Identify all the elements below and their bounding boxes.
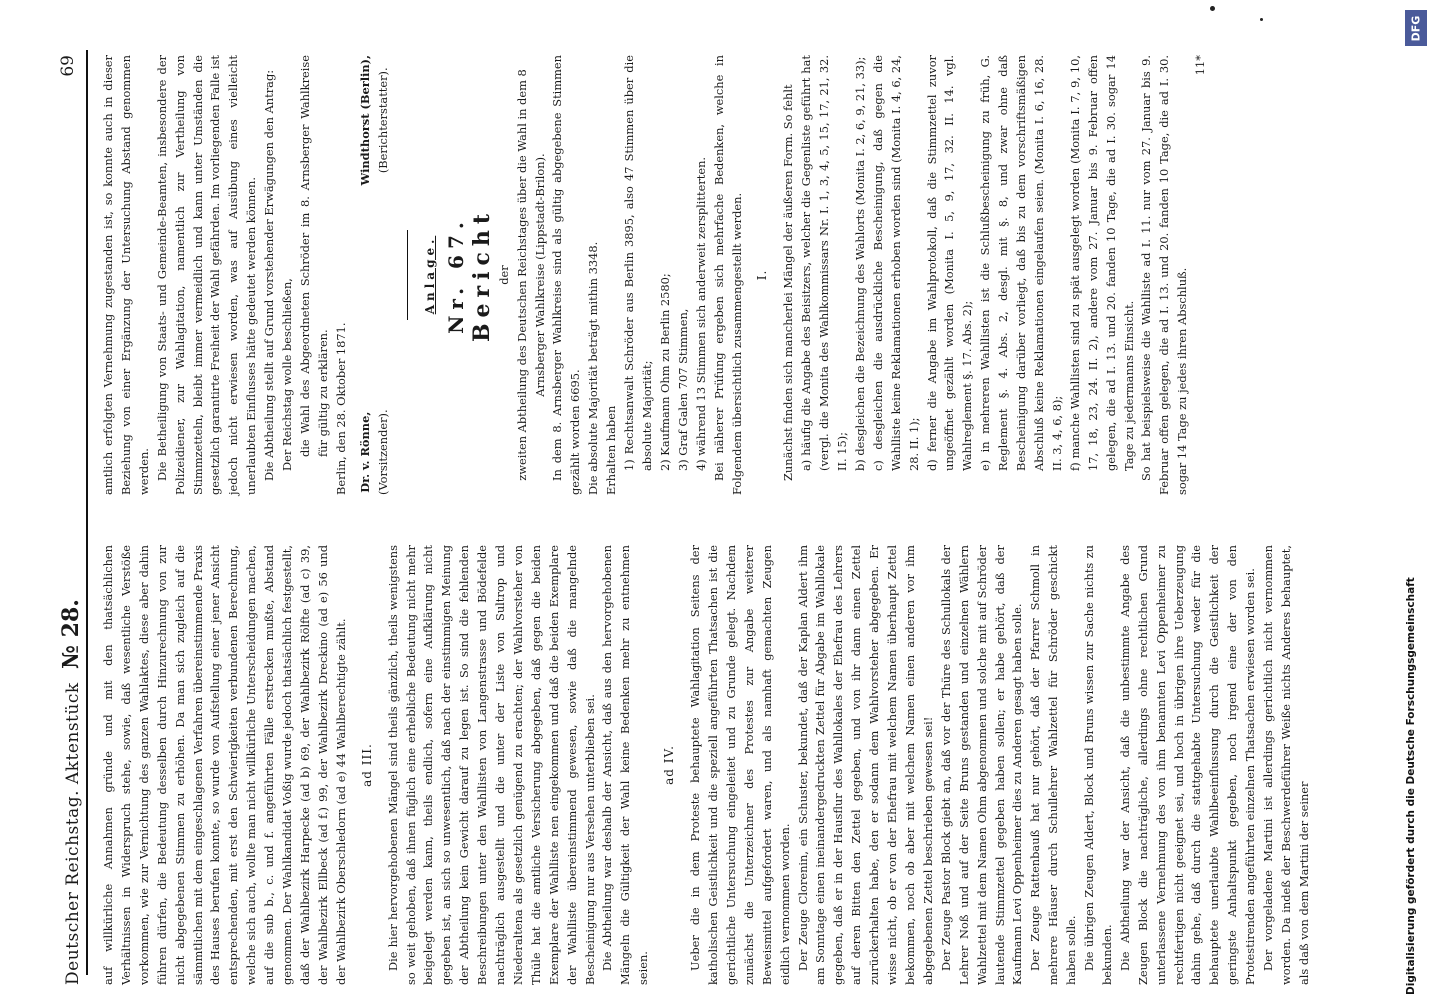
signatory (357, 409, 393, 495)
dfg-logo (1405, 10, 1427, 46)
paragraph: Bei näherer Prüfung ergeben sich mehrfache Bedenken, welche in Folgendem übersichtlich zusammengestellt werden. (711, 55, 744, 495)
column-left (100, 545, 1314, 985)
section-heading: ad IV. (662, 745, 677, 785)
signatory (357, 55, 393, 186)
signature-mark: 11* (1193, 55, 1208, 76)
section-rule (407, 230, 409, 320)
list-item: 4) während 13 Stimmen sich anderweit zersplitterten. (693, 156, 708, 471)
page-header (58, 55, 84, 985)
header-rule (86, 50, 88, 975)
paragraph: Der vorgeladene Martini ist allerdings gerichtlich nicht vernommen worden. Da indeß der Beschwerdeführer Weiße nichts Anderes behauptet, als daß von dem Martini der seiner (1261, 545, 1311, 985)
signatory-name: Windthorst (Berlin), (357, 55, 372, 186)
list-item: c) desgleichen die ausdrückliche Bescheinigung, daß gegen die Wahlliste keine Reklamationen erhoben worden sind (Monita I. 4, 6, 24, 28. II. 1); (870, 55, 921, 471)
list-item-indented: die Wahl des Abgeordneten Schröder im 8. Arnsberger Wahlkreise für gültig zu erklären. (297, 55, 330, 457)
list-item: 2) Kaufmann Ohm zu Berlin 2580; (657, 273, 672, 471)
paragraph: Die Abtheilung stellt auf Grund vorstehender Erwägungen den Antrag: (262, 69, 277, 481)
page-number: 69 (58, 55, 78, 77)
document-number: Nr. 67. (443, 216, 468, 334)
digitization-credit: Digitalisierung gefördert durch die Deutsche Forschungsgemeinschaft (1405, 577, 1417, 995)
paragraph: Berlin, den 28. Oktober 1871. (333, 322, 348, 495)
paragraph: Die Abtheilung war der Ansicht, daß die unbestimmte Angabe des Zeugen Block die nachträgliche, allerdings ohne rechtlichen Grund unterlassene Vernehmung des von ihm benannten Levi Oppenheimer zu rechtfertigen nicht geeignet sei, und hoch in übrigen ihre Ueberzeugung dahin gehe, daß durch die stattgehabte Untersuchung weder für die behauptete unerlaubte Wahlbeeinflussung durch die Geistlichkeit der geringste Anhaltspunkt gegeben, noch irgend eine der von den Protestirenden angeführten einzelnen Thatsachen erwiesen worden sei. (1117, 545, 1258, 985)
column-right (100, 55, 1210, 495)
list-item: f) manche Wahllisten sind zu spät ausgelegt worden (Monita I. 7, 9, 10, 17, 18, 23, 24. II. 2), andere vom 27. Januar bis 9. Februar offen gelegen, die ad I. 13. und 20. fanden 10 Tage, die ad I. 30. sogar 14 Tage zu jedermanns Einsicht. (1067, 55, 1136, 471)
centered-text: zweiten Abtheilung des Deutschen Reichstages über die Wahl in dem 8 Arnsberger Wahlkreise (Lippstadt-Brilon). (514, 69, 547, 481)
paragraph: Erhalten haben (604, 405, 619, 495)
paragraph: Der Zeuge Clorenin, ein Schuster, bekundet, daß der Kaplan Aldert ihm am Sonntage einen ineinandergedruckten Zettel für Abgabe im Wahllokale gegeben, daß er in der Hausflur des Wahllokales der Ehefrau des Lehrers auf deren Bitten den Zettel gegeben, und von ihr dann einen Zettel zurückerhalten habe, den er sodann dem Wahlvorsteher abgegeben. Er wisse nicht, ob er von der Ehefrau mit welchem Namen überhaupt Zettel bekommen, noch ob aber mit welchem Namen einen anderen vor ihm abgegebenen Zettel beschrieben gewesen sei! (795, 545, 935, 985)
list-item: 3) Graf Galen 707 Stimmen, (675, 308, 690, 471)
header-number: № 28. (58, 599, 84, 669)
list-item: 1) Rechtsanwalt Schröder aus Berlin 3895, also 47 Stimmen über die absolute Majorität; (622, 55, 654, 471)
paragraph: So hat beispielsweise die Wahlliste ad I. 11. nur vom 27. Januar bis 9. Februar offen gelegen, die ad I. 13. und 20. fanden 10 Tage, die ad I. 30. sogar 14 Tage zu jedes ihren Abschluß. (1139, 55, 1190, 495)
paragraph: Zunächst finden sich mancherlei Mängel der äußeren Form. So fehlt (781, 84, 796, 481)
section-heading: ad III. (359, 743, 374, 787)
paragraph: In dem 8. Arnsberger Wahlkreise sind als gültig abgegebene Stimmen gezählt worden 6695. (550, 55, 583, 495)
list-item: b) desgleichen die Bezeichnung des Wahlorts (Monita I. 2, 6, 9, 21, 33); (852, 56, 867, 471)
list-item: d) ferner die Angabe im Wahlprotokoll, daß die Stimmzettel zuvor ungeöffnet gezählt worden (Monita I. 5, 9, 17, 32. II. 14. vgl. Wahlreglement §. 17. Abs. 2); (924, 55, 975, 471)
list-item: Der Reichstag wolle beschließen, (280, 278, 295, 471)
signatory-role: (Vorsitzender). (375, 409, 390, 495)
dfg-logo-text: DFG (1409, 15, 1423, 41)
paragraph: Die Abtheilung war deshalb der Ansicht, daß aus den hervorgehobenen Mängeln die Gültigkeit der Wahl keine Bedenken mehr zu entnehmen seien. (600, 545, 651, 985)
paragraph: Die Betheiligung von Staats- und Gemeinde-Beamten, insbesondere der Polizeidiener, zur Wahlagitation, namentlich zur Vertheilung von Stimmzetteln, bleibt immer vermeidlich und kann unter Umständen die gesetzlich garantirte Freiheit der Wahl gefährden. Im vorliegenden Falle ist jedoch nicht erwiesen worden, was auf Ausübung eines vielleicht unerlaubten Einflusses hätte gedeutet werden können. (154, 55, 259, 495)
signature-block (357, 55, 393, 495)
centered-text: der (496, 265, 511, 285)
signatory-role: (Berichterstatter). (375, 67, 390, 174)
paragraph: Die absolute Majorität beträgt mithin 3348. (586, 241, 601, 495)
paragraph: Die übrigen Zeugen Aldert, Block und Bruns wissen zur Sache nichts zu bekunden. (1082, 545, 1114, 985)
list-item: e) in mehreren Wahllisten ist die Schlußbescheinigung zu früh, G. Reglement §. 4. Abs. 2, desgl. mit §. 8, und zwar ohne daß Bescheinigung darüber vorliegt, daß bis zu dem vorschriftsmäßigen Abschluß keine Reklamationen eingelaufen seien. (Monita I. 6, 16, 28. II. 3, 4, 6, 8); (978, 55, 1064, 471)
appendix-heading: Anlage. (423, 235, 437, 315)
paragraph: Ueber die in dem Proteste behauptete Wahlagitation Seitens der katholischen Geistlichkeit und die speziell angeführten Thatsachen ist die gerichtliche Untersuchung eingeleitet und zu Grunde gelegt. Nachdem zunächst die Unterzeichner des Protestes zur Angabe weiterer Beweismittel aufgefordert waren, und als namhaft gemachten Zeugen eidlich vernommen worden. (688, 545, 792, 985)
paragraph: Die hier hervorgehobenen Mängel sind theils gänzlich, theils wenigstens so weit gehoben, daß ihnen füglich eine erhebliche Bedeutung nicht mehr beigelegt werden kann, theils endlich, sofern eine Aufklärung nicht gegeben ist, an sich so unwesentlich, daß nach der einstimmigen Meinung der Abtheilung kein Gewicht darauf zu legen ist. So sind die fehlenden Beschreibungen unter den Wahllisten von Langenstrasse und Bödefelde nachträglich ausgestellt und die unter der Liste von Sultrop und Niederaltena als gesetzlich genügend zu erachten; der Wahlvorsteher von Thüle hat die amtliche Versicherung abgegeben, daß gegen die beiden Exemplare der Wahlliste nen eingekommen und daß die beiden Exemplare der Wahlliste übereinstimmend gewesen, sowie daß die mangelnde Bescheinigung nur aus Versehen unterblieben sei. (385, 545, 597, 985)
section-heading: I. (755, 269, 770, 281)
paragraph: auf willkürliche Annahmen gründe und mit den thatsächlichen Verhältnissen in Widerspruch stehe, sowie, daß wesentliche Verstöße vorkommen, wie zur Vernichtung des ganzen Wahlaktes, diese aber dahin führen dürfen, die Bedeutung desselben durch Hinzurechnung von zur nicht abgegebenen Stimmen zu erhöhen. Da man sich zugleich auf die sämmtlichen mit dem eingeschlagenen Verfahren übereinstimmende Praxis des Hauses berufen konnte, so wurde von Aufstellung einer jener Ansicht entsprechenden, mit erst den Schwierigkeiten verbundenen Berechnung, welche sich auch, wollte man nicht willkürliche Unterscheidungen machen, auf die sub b., c. und f. angeführten Fälle erstrecken mußte, Abstand genommen. Der Wahlkandidat Voßig wurde jedoch thatsächlich festgestellt, daß der Wahlbezirk Harpecke (ad b) 69, der Wahlbezirk Rölfte (ad c) 39, der Wahlbezirk Ellbeck (ad f.) 99, der Wahlbezirk Dreckino (ad e) 56 und der Wahlbezirk Oberschledorn (ad e) 44 Wahlberechtigte zählt. (101, 545, 348, 985)
paragraph: Der Zeuge Pastor Block giebt an, daß vor der Thüre des Schullokals der Lehrer Noß und auf der Seite Bruns gestanden und einzelnen Wählern Wahlzettel mit dem Namen Ohm abgenommen und solche mit auf Schröder lautende Stimmzettel gegeben haben sollen; er habe gehört, daß der Kaufmann Levi Oppenheimer dies zu Anderen gesagt haben solle. (938, 545, 1025, 985)
paragraph: amtlich erfolgten Vernehmung zugestanden ist, so konnte auch in dieser Beziehung von einer Ergänzung der Untersuchung Abstand genommen werden. (101, 55, 151, 495)
signatory-name: Dr. v. Rönne, (357, 411, 372, 493)
paragraph: Der Zeuge Rattenbauß hat nur gehört, daß der Pfarrer Schmoll in mehrere Häuser durch Schullehrer Wahlzettel für Schröder geschickt haben solle. (1028, 545, 1079, 985)
report-title: Bericht (468, 207, 495, 343)
scan-speck (1260, 18, 1263, 21)
list-item: a) häufig die Angabe des Beisitzers, welcher die Gegenliste geführt hat (vergl. die Monita des Wahlkommissars Nr. I. 1, 3, 4, 5, 15, 17, 21, 32. II. 15); (799, 55, 850, 471)
header-title: Deutscher Reichstag. Aktenstück (63, 682, 83, 985)
scan-speck (1210, 6, 1215, 11)
